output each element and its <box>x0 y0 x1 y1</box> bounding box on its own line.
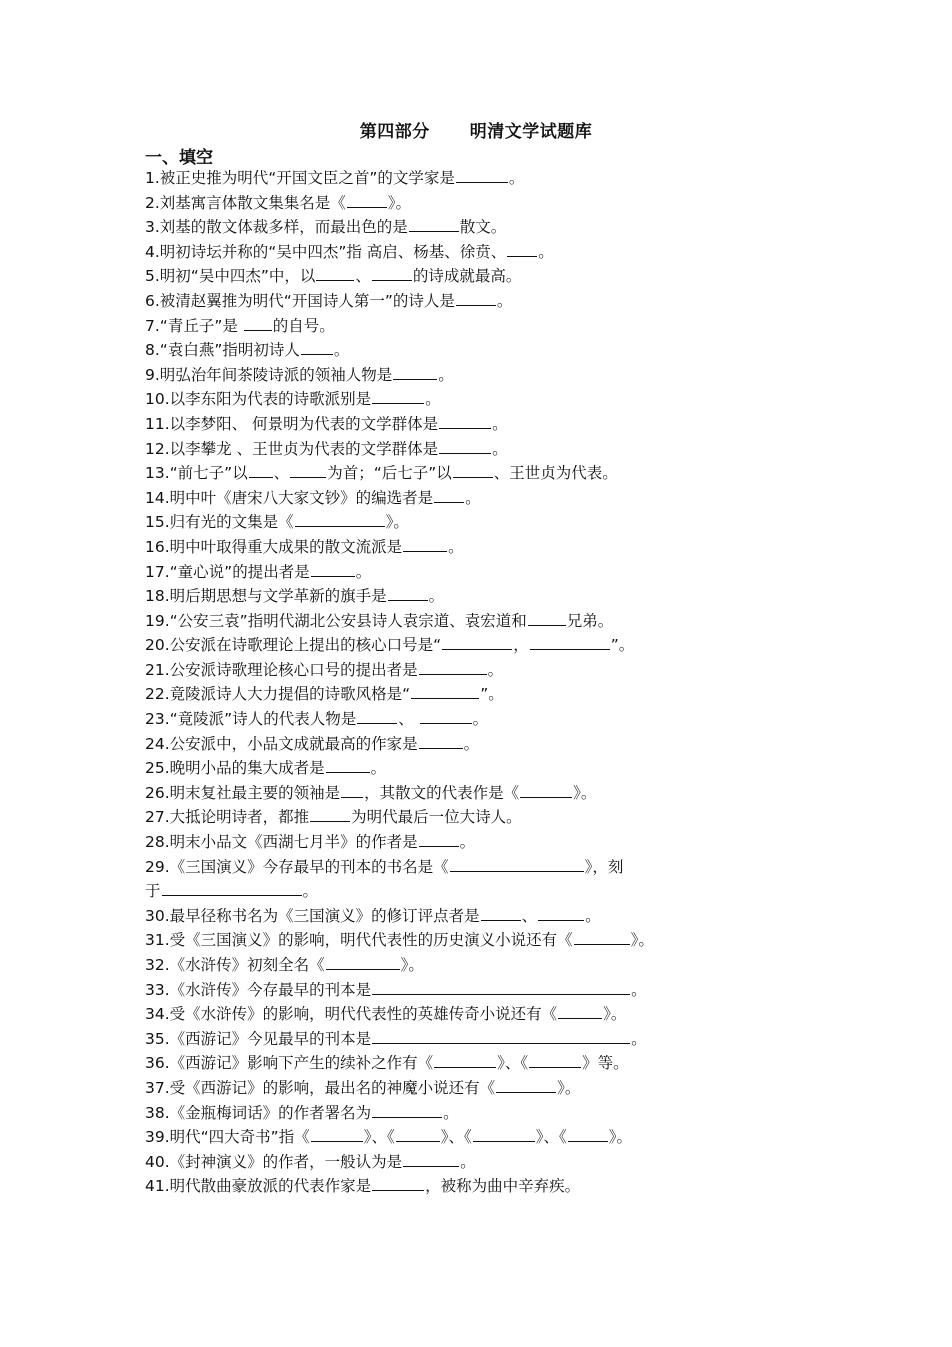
question-q7 <box>145 314 825 339</box>
question-text: 》。 <box>630 931 654 950</box>
answer-blank[interactable] <box>538 906 584 921</box>
question-text: 。 <box>333 341 350 360</box>
question-text: 》。 <box>400 956 424 974</box>
answer-blank[interactable] <box>439 414 491 429</box>
question-text: 散文。 <box>459 218 507 237</box>
question-text: 》。 <box>387 193 412 212</box>
question-text: 18.明后期思想与文学革新的旗手是 <box>145 587 387 606</box>
question-q41 <box>145 1174 825 1199</box>
answer-blank[interactable] <box>439 439 491 454</box>
question-text: 26.明末复社最主要的领袖是 <box>145 783 341 802</box>
question-text: 。 <box>538 242 554 261</box>
question-text: 、 <box>273 464 290 483</box>
question-q9 <box>145 363 825 388</box>
answer-blank[interactable] <box>341 783 363 798</box>
answer-blank[interactable] <box>290 463 326 478</box>
answer-blank[interactable] <box>528 611 566 626</box>
question-text: 》。 <box>603 1005 627 1024</box>
answer-blank[interactable] <box>403 1152 459 1167</box>
question-q38 <box>145 1101 825 1126</box>
question-text: 。 <box>492 414 508 433</box>
question-text: 10.以李东阳为代表的诗歌派别是 <box>145 390 372 409</box>
question-q16 <box>145 535 825 560</box>
question-text: 。 <box>459 833 476 852</box>
question-text: 。 <box>631 1029 647 1048</box>
answer-blank[interactable] <box>403 537 447 552</box>
question-text: 15.归有光的文集是《 <box>145 513 294 532</box>
answer-blank[interactable] <box>316 266 354 281</box>
answer-blank[interactable] <box>481 906 521 921</box>
question-text: 、 <box>398 710 419 729</box>
answer-blank[interactable] <box>347 193 387 208</box>
question-text: 8.“袁白燕”指明初诗人 <box>145 341 300 360</box>
question-text: 。 <box>428 587 445 606</box>
question-text: 。 <box>425 390 441 409</box>
answer-blank[interactable] <box>420 709 472 724</box>
answer-blank[interactable] <box>372 980 630 995</box>
question-q15 <box>145 510 825 535</box>
question-text: 41.明代散曲豪放派的代表作家是 <box>145 1177 372 1196</box>
question-q18 <box>145 584 825 609</box>
question-q19 <box>145 609 825 634</box>
question-text: 。 <box>443 1103 459 1122</box>
question-q29 <box>145 855 825 880</box>
question-text: 》、《 <box>440 1128 472 1147</box>
question-text: 。 <box>508 169 525 187</box>
question-q1 <box>145 166 825 191</box>
question-q13 <box>145 461 825 486</box>
question-q29b <box>145 879 825 904</box>
question-q20 <box>145 633 825 658</box>
answer-blank[interactable] <box>372 266 412 281</box>
question-q14 <box>145 486 825 511</box>
question-q8 <box>145 338 825 363</box>
answer-blank[interactable] <box>442 635 512 650</box>
question-q27 <box>145 805 825 830</box>
question-text: 23.“竟陵派”诗人的代表人物是 <box>145 710 357 729</box>
question-text: 38.《金瓶梅词话》的作者署名为 <box>145 1103 372 1122</box>
question-q34 <box>145 1002 825 1027</box>
question-text: 。 <box>302 882 319 901</box>
question-text: 》、《 <box>497 1054 529 1073</box>
answer-blank[interactable] <box>372 1176 424 1191</box>
question-text: 14.明中叶《唐宋八大家文钞》的编选者是 <box>145 488 434 507</box>
question-text: 6.被清赵翼推为明代“开国诗人第一”的诗人是 <box>145 291 455 310</box>
section-heading: 一、填空 <box>145 148 213 168</box>
answer-blank[interactable] <box>372 1103 442 1118</box>
answer-blank[interactable] <box>507 242 537 257</box>
question-text: 为明代最后一位大诗人。 <box>351 808 522 827</box>
question-text: 30.最早径称书名为《三国演义》的修订评点者是 <box>145 906 480 925</box>
question-text: 4.明初诗坛并称的“吴中四杰”指 高启、杨基、徐贲、 <box>145 242 507 261</box>
question-text: 16.明中叶取得重大成果的散文流派是 <box>145 537 403 556</box>
answer-blank[interactable] <box>473 1127 535 1142</box>
question-text: 于 <box>145 882 161 901</box>
answer-blank[interactable] <box>558 1004 602 1019</box>
question-text: 》。 <box>608 1128 633 1147</box>
answer-blank[interactable] <box>419 734 463 749</box>
question-text: 31.受《三国演义》的影响，明代代表性的历史演义小说还有《 <box>145 931 573 950</box>
question-q40 <box>145 1150 825 1175</box>
answer-blank[interactable] <box>311 1127 363 1142</box>
answer-blank[interactable] <box>301 340 333 355</box>
answer-blank[interactable] <box>529 1053 581 1068</box>
question-q23 <box>145 707 825 732</box>
question-q4 <box>145 240 825 265</box>
question-q37 <box>145 1076 825 1101</box>
question-text: 20.公安派在诗歌理论上提出的核心口号是“ <box>145 636 442 655</box>
question-q11 <box>145 412 825 437</box>
question-text: 25.晚明小品的集大成者是 <box>145 759 325 778</box>
question-text: 29.《三国演义》今存最早的刊本的书名是《 <box>145 857 449 876</box>
title-name: 明清文学试题库 <box>469 122 593 142</box>
question-text: 。 <box>585 906 601 925</box>
question-text: 9.明弘治年间茶陵诗派的领袖人物是 <box>145 365 393 384</box>
question-text: 35.《西游记》今见最早的刊本是 <box>145 1029 372 1048</box>
question-text: 》。 <box>573 783 597 802</box>
question-q2 <box>145 191 825 216</box>
answer-blank[interactable] <box>244 316 272 331</box>
answer-blank[interactable] <box>434 1053 496 1068</box>
question-q25 <box>145 756 825 781</box>
question-text: 》等。 <box>582 1054 629 1073</box>
answer-blank[interactable] <box>393 365 437 380</box>
question-text: 2.刘基寓言体散文集集名是《 <box>145 193 346 212</box>
answer-blank[interactable] <box>456 291 496 306</box>
question-text: ”。 <box>610 636 635 655</box>
question-text: 》，刻 <box>584 857 624 876</box>
question-text: 5.明初“吴中四杰”中，以 <box>145 267 316 286</box>
answer-blank[interactable] <box>450 857 584 872</box>
question-text: 34.受《水浒传》的影响，明代代表性的英雄传奇小说还有《 <box>145 1005 558 1024</box>
question-text: 。 <box>438 365 454 384</box>
question-text: 。 <box>472 710 489 729</box>
answer-blank[interactable] <box>453 463 493 478</box>
question-text: 36.《西游记》影响下产生的续补之作有《 <box>145 1054 434 1073</box>
question-text: 。 <box>370 759 387 778</box>
page-title <box>0 117 952 142</box>
answer-blank[interactable] <box>295 512 385 527</box>
answer-blank[interactable] <box>419 660 487 675</box>
answer-blank[interactable] <box>496 1078 556 1093</box>
question-q35 <box>145 1027 825 1052</box>
answer-blank[interactable] <box>310 807 350 822</box>
question-q30 <box>145 904 825 929</box>
question-text: ”。 <box>480 685 504 704</box>
question-text: 。 <box>496 291 513 310</box>
question-text: 33.《水浒传》今存最早的刊本是 <box>145 980 372 999</box>
question-text: 40.《封神演义》的作者，一般认为是 <box>145 1152 403 1171</box>
question-text: 39.明代“四大奇书”指《 <box>145 1128 310 1147</box>
question-q10 <box>145 387 825 412</box>
answer-blank[interactable] <box>326 758 370 773</box>
question-q26 <box>145 781 825 806</box>
question-text: ， <box>513 636 529 655</box>
question-text: 22.竟陵派诗人大力提倡的诗歌风格是“ <box>145 685 411 704</box>
answer-blank[interactable] <box>456 168 508 183</box>
answer-blank[interactable] <box>568 1127 608 1142</box>
answer-blank[interactable] <box>311 562 355 577</box>
answer-blank[interactable] <box>357 709 397 724</box>
question-text: 21.公安派诗歌理论核心口号的提出者是 <box>145 660 418 679</box>
title-part: 第四部分 <box>359 122 430 142</box>
question-q31 <box>145 928 825 953</box>
question-text: 11.以李梦阳、 何景明为代表的文学群体是 <box>145 414 439 433</box>
question-text: 32.《水浒传》初刻全名《 <box>145 956 325 974</box>
question-text: 。 <box>492 439 508 458</box>
answer-blank[interactable] <box>388 586 428 601</box>
answer-blank[interactable] <box>409 217 459 232</box>
question-text: 。 <box>463 734 480 753</box>
question-q21 <box>145 658 825 683</box>
answer-blank[interactable] <box>434 488 464 503</box>
answer-blank[interactable] <box>520 783 572 798</box>
answer-blank[interactable] <box>530 635 610 650</box>
question-q36 <box>145 1051 825 1076</box>
question-q32 <box>145 953 825 978</box>
question-q33 <box>145 978 825 1003</box>
question-text: 37.受《西游记》的影响，最出名的神魔小说还有《 <box>145 1078 496 1097</box>
question-text: 1.被正史推为明代“开国文臣之首”的文学家是 <box>145 169 455 187</box>
question-text: 、王世贞为代表。 <box>493 464 618 483</box>
question-text: 27.大抵论明诗者，都推 <box>145 808 310 827</box>
question-text: 7.“青丘子”是 <box>145 316 243 335</box>
question-text: ，被称为曲中辛弃疾。 <box>425 1177 581 1196</box>
question-text: 》。 <box>557 1078 581 1097</box>
question-text: 。 <box>355 562 372 581</box>
question-text: 17.“童心说”的提出者是 <box>145 562 310 581</box>
answer-blank[interactable] <box>326 955 400 970</box>
question-q3 <box>145 215 825 240</box>
answer-blank[interactable] <box>249 463 273 478</box>
question-text: 28.明末小品文《西湖七月半》的作者是 <box>145 833 418 852</box>
question-q28 <box>145 830 825 855</box>
question-q39 <box>145 1125 825 1150</box>
question-text: 3.刘基的散文体裁多样，而最出色的是 <box>145 218 408 237</box>
question-text: 。 <box>448 537 464 556</box>
answer-blank[interactable] <box>419 832 459 847</box>
question-q6 <box>145 289 825 314</box>
question-text: 24.公安派中，小品文成就最高的作家是 <box>145 734 418 753</box>
question-q12 <box>145 437 825 462</box>
question-text: 兄弟。 <box>566 611 614 630</box>
question-text: 》、《 <box>363 1128 395 1147</box>
question-list <box>145 166 825 1199</box>
answer-blank[interactable] <box>372 1029 630 1044</box>
question-text: 19.“公安三袁”指明代湖北公安县诗人袁宗道、袁宏道和 <box>145 611 527 630</box>
question-q17 <box>145 560 825 585</box>
answer-blank[interactable] <box>411 684 479 699</box>
question-text: 13.“前七子”以 <box>145 464 248 483</box>
question-text: 》、《 <box>535 1128 567 1147</box>
question-text: ，其散文的代表作是《 <box>364 783 520 802</box>
question-text: 。 <box>487 660 504 679</box>
answer-blank[interactable] <box>162 881 302 896</box>
question-text: 为首；“后七子”以 <box>327 464 452 483</box>
question-text: 》。 <box>385 513 409 532</box>
question-q22 <box>145 682 825 707</box>
question-text: 的自号。 <box>272 316 335 335</box>
question-text: 12.以李攀龙 、王世贞为代表的文学群体是 <box>145 439 439 458</box>
question-text: 、 <box>521 906 538 925</box>
question-q24 <box>145 732 825 757</box>
question-q5 <box>145 264 825 289</box>
answer-blank[interactable] <box>396 1127 440 1142</box>
answer-blank[interactable] <box>372 389 424 404</box>
question-text: 。 <box>631 980 647 999</box>
answer-blank[interactable] <box>574 930 630 945</box>
question-text: 的诗成就最高。 <box>412 267 522 286</box>
question-text: 、 <box>355 267 371 286</box>
question-text: 。 <box>465 488 481 507</box>
question-text: 。 <box>460 1152 476 1171</box>
